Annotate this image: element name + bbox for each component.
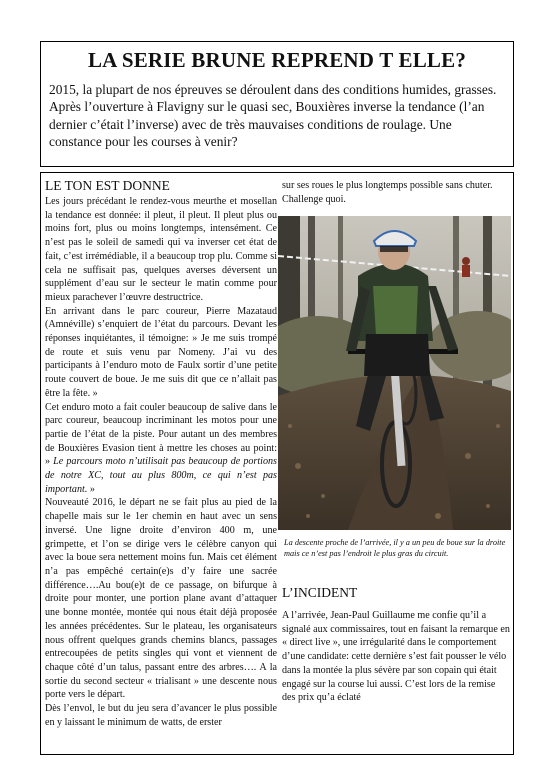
page-title: LA SERIE BRUNE REPREND T ELLE? [87,48,467,72]
paragraph-continued: sur ses roues le plus longtemps possible sans chuter. Challenge quoi. [282,180,493,205]
paragraph-5: Dès l’envol, le but du jeu sera d’avancer le plus possible en y laissant le minimum de watts, de erster [45,703,277,728]
header-box [40,41,514,167]
right-column-top [282,179,510,206]
moto-quote: Le parcours moto n’utilisait pas beaucoup de portions de notre XC, tout au plus 800m, ce qui n’est pas important. [45,456,277,495]
paragraph-4: Nouveauté 2016, le départ ne se fait plus au pied de la chapelle mais sur le 1er chemin en haut avec un sens inversé. Une ligne droite d’environ 400 m, une grimpette, et l’on se dirige vers le célèbre canyon qui avec la boue sera nettement moins fun. Mais cet élément n’a pas empêché certain(e)s d’y faire une sacrée différence….Au bou(e)t de ce passage, on bifurque à droite pour monter, une portion plane avant d’attaquer une bonne montée, montée qui nous était déjà proposée les années précédentes. Sur le plateau, les organisateurs nous offrent quelques grands chemins blancs, passages entrecoupées de petits singles qui vont et viennent de chaque côté d’un talus, passant entre des arbres…. A la sortie du second secteur « trialisant » une descente nous porte vers le départ. [45,497,277,701]
paragraph-2: En arrivant dans le parc coureur, Pierre Mazataud (Amnéville) s’enquiert de l’état du parcours. Devant les réponses inquiétantes, il témoigne: » Je me suis trompé de route et suis venu par Nomeny. J’ai vu des participants à l’enduro moto de Faulx sortir d’une petite route couvert de boue. Je me suis dit que ce n’allait pas être la fête. » [45,305,277,399]
left-column [45,178,277,729]
photo-caption: La descente proche de l’arrivée, il y a un peu de boue sur la droite mais ce n’est pas l’endroit le plus gras du circuit. [284,538,506,558]
section-title-ton: LE TON EST DONNE [45,178,170,193]
race-photo [278,216,511,530]
incident-text: A l’arrivée, Jean-Paul Guillaume me confie qu’il a signalé aux commissaires, tout en faisant la remarque en « direct live », une irrégularité dans le comportement d’une candidate: cette dernière s’est fait pousser le vélo dans la montée la plus sévère par son copain qui était engagé sur la course lui aussi. C’est lors de la remise des prix qu’a éclaté [282,610,510,704]
section-title-incident: L’INCIDENT [282,585,358,600]
paragraph-3: Cet enduro moto a fait couler beaucoup de salive dans le parc coureur, beaucoup incriminant les motos pour une partie de l’état de la piste. Pour autant un des membres de Bouxières Evasion tient à mettre les choses au point: » Le parcours moto n’utilisait pas beaucoup de portions de notre XC, tout au plus 800m, ce qui n’est pas important. » [45,401,277,495]
paragraph-1: Les jours précédant le rendez-vous meurthe et mosellan la tendance est donnée: il pleut, il pleut. Il pleut plus ou moins fort, plus ou moins longtemps, intensément. Ce n’est pas le soleil de samedi qui va inverser cet état de fait, c’est irrémédiable, il a beaucoup trop plu. Comme si cela ne suffisait pas, quelques averses déversent un supplément d’eau sur le secteur le matin comme pour mieux parachever l’œuvre destructrice. [45,196,277,303]
intro-text: 2015, la plupart de nos épreuves se déroulent dans des conditions humides, grasses. Après l’ouverture à Flavigny sur le quasi sec, Bouxières inverse la tendance (l’an dernier c’était l’inverse) avec de très mauvaises conditions de roulage. Une constance pour les courses à venir? [49,82,497,150]
